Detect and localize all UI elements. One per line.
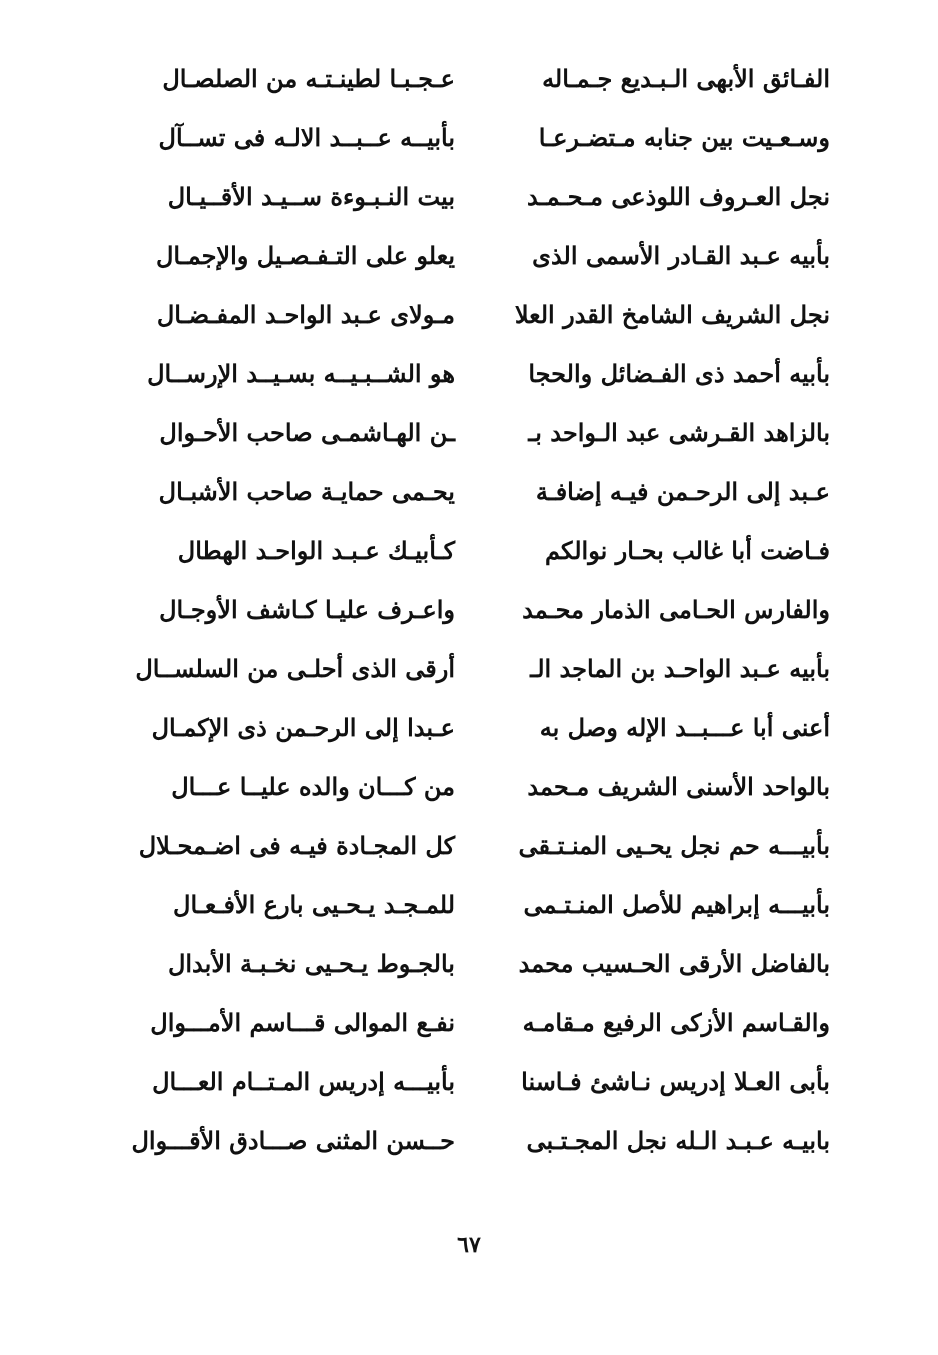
verse-second-hemistich: أرقى الذى أحلـى من السلســال xyxy=(135,654,455,684)
verse-second-hemistich: هو الشــبـيــه بسـيــد الإرســال xyxy=(147,359,455,389)
verse-first-hemistich: بأبى العـلا إدريس نـاشئ فـاسنا xyxy=(521,1067,830,1097)
verse-second-hemistich: يعلو على التـفـصـيل والإجمـال xyxy=(155,241,455,271)
verse xyxy=(100,817,860,876)
verse-second-hemistich: نفـع الموالى قـــاسم الأمـــوال xyxy=(150,1008,455,1038)
verse-second-hemistich: ـن الهـاشمـى صاحب الأحـوال xyxy=(159,418,455,448)
verse-second-hemistich: حــسن المثنى صـــادق الأقـــوال xyxy=(131,1126,455,1156)
verse-first-hemistich: بالفاضل الأرقى الحـسيب محمد xyxy=(518,949,830,979)
verse-second-hemistich: بأبيــه عــبــد الالـه فى تســآل xyxy=(158,123,455,153)
verse-first-hemistich: بابيـه عـبـد الـله نجل المجـتـبى xyxy=(526,1126,830,1156)
verse xyxy=(100,463,860,522)
verse-second-hemistich: عـجـبـا لطينـتـه من الصلصـال xyxy=(162,64,455,94)
verse-first-hemistich: وسـعـيت بين جنابه مـتضـرعـا xyxy=(538,123,830,153)
verse-first-hemistich: نجل العـروف اللوذعى مـحـمـد xyxy=(527,182,830,212)
verse-first-hemistich: عـبد إلى الرحـمن فيـه إضافـة xyxy=(535,477,830,507)
verse xyxy=(100,50,860,109)
verse-second-hemistich: عـبدا إلى الرحـمن ذى الإكمـال xyxy=(151,713,455,743)
verse xyxy=(100,227,860,286)
verse-second-hemistich: واعـرف عليـا كـاشف الأوجـال xyxy=(159,595,455,625)
verse xyxy=(100,640,860,699)
verse-first-hemistich: بأبيه عـبد القـادر الأسمى الذى xyxy=(532,241,830,271)
verse xyxy=(100,404,860,463)
verse-first-hemistich: بأبيه عـبد الواحـد بن الماجد الـ xyxy=(530,654,830,684)
verse xyxy=(100,994,860,1053)
verse-first-hemistich: والقـاسم الأزكى الرفيع مـقامـه xyxy=(522,1008,830,1038)
verse-second-hemistich: من كـــان والده عليــا عـــال xyxy=(171,772,455,802)
verse-second-hemistich: للمـجـد يـحـيى بارع الأفـعـال xyxy=(173,890,455,920)
verse xyxy=(100,581,860,640)
poem xyxy=(100,50,860,1220)
verse-second-hemistich: بأبيـــه إدريس المـتــام العـــال xyxy=(152,1067,455,1097)
verse-first-hemistich: نجل الشريف الشامخ القدر العلا xyxy=(514,300,830,330)
verse-second-hemistich: كل المجـادة فيـه فى اضـمحـلال xyxy=(138,831,455,861)
verse xyxy=(100,168,860,227)
verse-first-hemistich: بالواحد الأسنى الشريف مـحمد xyxy=(527,772,830,802)
verse-first-hemistich: بأبيـــه حم نجل يحـيى المنـتـقى xyxy=(518,831,830,861)
verse-first-hemistich: الفـائق الأبهى الـبـديع جـمـاله xyxy=(542,64,830,94)
verse-first-hemistich: بالزاهد القـرشى عبد الـواحد بـ xyxy=(528,418,830,448)
verse-first-hemistich: بأبيـــه إبراهيم للأصل المنـتـمى xyxy=(523,890,830,920)
verse-first-hemistich: أعنى أبا عـــبــد الإله وصل به xyxy=(539,713,830,743)
verse xyxy=(100,345,860,404)
verse xyxy=(100,758,860,817)
verse-second-hemistich: كـأبيـك عـبـد الواحـد الهطال xyxy=(177,536,455,566)
verse-first-hemistich: بأبيه أحمد ذى الفـضائل والحجا xyxy=(528,359,830,389)
verse-first-hemistich: فـاضت أبا غالب بحـار نوالكم xyxy=(545,536,830,566)
verse xyxy=(100,522,860,581)
page-number: ٦٧ xyxy=(457,1232,481,1258)
verse xyxy=(100,1053,860,1112)
verse-first-hemistich: والفارس الحـامى الذمار محـمد xyxy=(522,595,830,625)
verse xyxy=(100,699,860,758)
verse-second-hemistich: يحـمى حمايـة صاحب الأشبـال xyxy=(158,477,455,507)
verse xyxy=(100,109,860,168)
verse xyxy=(100,286,860,345)
verse xyxy=(100,935,860,994)
verse-second-hemistich: بيت النـبـوءة ســيـد الأقــيـال xyxy=(167,182,455,212)
verse xyxy=(100,1112,860,1171)
verse xyxy=(100,876,860,935)
verse-second-hemistich: مـولاى عـبد الواحـد المفـضـال xyxy=(156,300,455,330)
verse-second-hemistich: بالجـوط يـحـيى نخـبـة الأبدال xyxy=(167,949,455,979)
